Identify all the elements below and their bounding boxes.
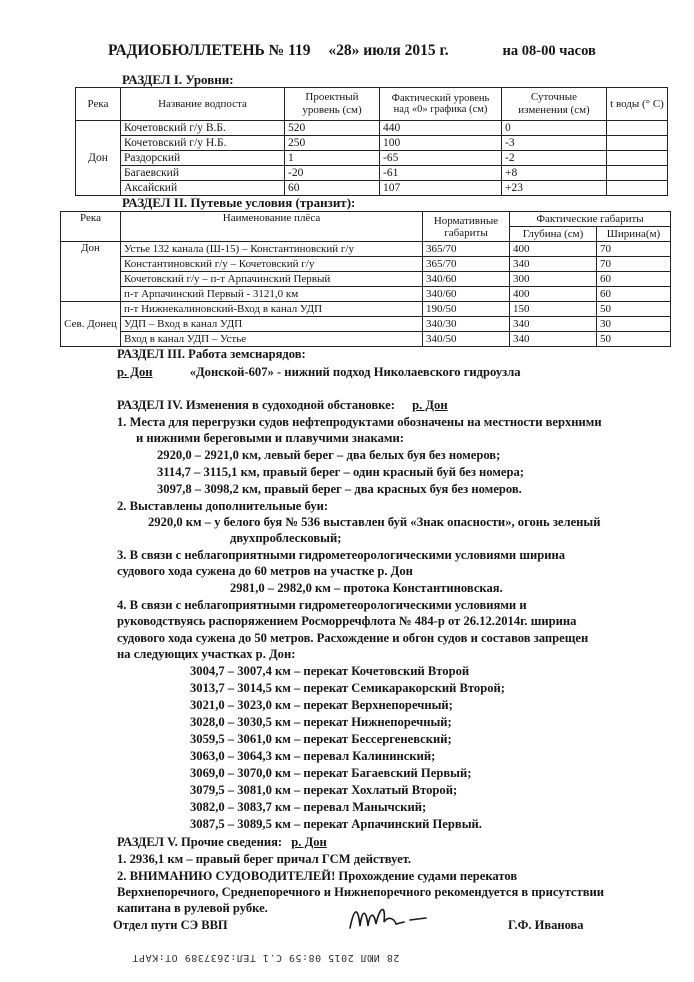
col-daily-change: Суточные изменения (см) [502,88,607,121]
table-row [61,257,671,272]
section4-line: 3. В связи с неблагоприятными гидрометеорологическими условиями ширина [117,548,566,562]
depth: 300 [510,272,597,287]
reach-name: Кочетовский г/у – п-т Арпачинский Первый [121,272,423,287]
section4-line: на следующих участках р. Дон: [117,647,296,661]
width: 50 [597,302,671,317]
col-post-name: Название водпоста [121,88,285,121]
section5-heading: РАЗДЕЛ V. Прочие сведения: [117,835,283,849]
depth: 400 [510,287,597,302]
section4-line: 2. Выставлены дополнительные буи: [117,499,329,513]
section3-body [117,364,521,381]
col-river: Река [61,212,121,242]
reach-name: п-т Арпачинский Первый - 3121,0 км [121,287,423,302]
section2-heading: РАЗДЕЛ II. Путевые условия (транзит): [122,195,356,210]
actual-level: 107 [380,181,502,196]
depth: 340 [510,257,597,272]
design-level: -20 [285,166,380,181]
levels-table [75,87,668,196]
restricted-reach: 3013,7 – 3014,5 км – перекат Семикаракорский Второй; [190,681,505,695]
design-level: 520 [285,121,380,136]
section5-heading-line [117,834,327,851]
fax-stamp: 28 ИЮЛ 2015 08:59 С.1 ТЕЛ:2637389 ОТ:КАРТ [132,952,400,963]
section4-line: судового хода сужена до 50 метров. Расхождение и обгон судов и составов запрещен [117,631,589,645]
bulletin-number: РАДИОБЮЛЛЕТЕНЬ № 119 [108,42,311,59]
river-cell: Дон [76,121,121,196]
col-width: Ширина(м) [597,227,671,242]
section5-line: 2. ВНИМАНИЮ СУДОВОДИТЕЛЕЙ! Прохождение судами перекатов [117,869,518,883]
width: 60 [597,287,671,302]
section5-line: Верхнепоречного, Среднепоречного и Нижнепоречного рекомендуется в присутствии [117,885,605,899]
reach-name: Вход в канал УДП – Устье [121,332,423,347]
daily-change: +23 [502,181,607,196]
section4-line: 4. В связи с неблагоприятными гидрометеорологическими условиями и [117,598,527,612]
section1-heading: РАЗДЕЛ I. Уровни: [122,72,234,87]
norm-dims: 365/70 [423,242,510,257]
restricted-reach: 3028,0 – 3030,5 км – перекат Нижнепоречный; [190,715,452,729]
table-row [76,181,668,196]
norm-dims: 340/30 [423,317,510,332]
col-actual-level: Фактический уровень над «0» графика (см) [380,88,502,121]
post-name: Кочетовский г/у Н.Б. [121,136,285,151]
actual-level: 100 [380,136,502,151]
restricted-reach: 3087,5 – 3089,5 км – перекат Арпачинский Первый. [190,817,482,831]
col-water-temp: t воды (° C) [607,88,668,121]
section4-line: судового хода сужена до 60 метров на участке р. Дон [117,564,413,578]
restricted-reach: 3004,7 – 3007,4 км – перекат Кочетовский Второй [190,664,470,678]
width: 50 [597,332,671,347]
restricted-reach: 3082,0 – 3083,7 км – перевал Манычский; [190,800,427,814]
depth: 400 [510,242,597,257]
section4-line: 3097,8 – 3098,2 км, правый берег – два красных буя без номеров. [157,482,522,496]
table-row [76,151,668,166]
norm-dims: 190/50 [423,302,510,317]
table-row [61,302,671,317]
design-level: 60 [285,181,380,196]
transit-table [60,211,671,347]
section4-line: двухпроблесковый; [230,531,342,545]
bulletin-date: «28» июля 2015 г. [328,42,449,59]
section4-line: руководствуясь распоряжением Росморречфлота № 484-р от 26.12.2014г. ширина [117,614,577,628]
section4-line: 2920,0 – 2921,0 км, левый берег – два белых буя без номеров; [157,448,501,462]
table-row [61,272,671,287]
daily-change: +8 [502,166,607,181]
col-reach: Наименование плёса [121,212,423,242]
actual-level: 440 [380,121,502,136]
reach-name: УДП – Вход в канал УДП [121,317,423,332]
reach-name: п-т Нижнекалиновский-Вход в канал УДП [121,302,423,317]
section3-dredger: «Донской-607» - нижний подход Николаевского гидроузла [189,365,521,379]
water-temp [607,166,668,181]
water-temp [607,151,668,166]
section4-heading-line [117,397,448,414]
col-norm: Нормативные габариты [423,212,510,242]
width: 70 [597,242,671,257]
section5-river: р. Дон [291,835,327,849]
norm-dims: 365/70 [423,257,510,272]
norm-dims: 340/50 [423,332,510,347]
post-name: Кочетовский г/у В.Б. [121,121,285,136]
table-row [76,166,668,181]
daily-change: -2 [502,151,607,166]
restricted-reach: 3069,0 – 3070,0 км – перекат Багаевский Первый; [190,766,472,780]
section5-line: 1. 2936,1 км – правый берег причал ГСМ действует. [117,852,412,866]
table-row [61,332,671,347]
col-depth: Глубина (см) [510,227,597,242]
department-label: Отдел пути СЭ ВВП [113,918,228,932]
post-name: Раздорский [121,151,285,166]
table-row [76,121,668,136]
section4-line: 1. Места для перегрузки судов нефтепродуктами обозначены на местности верхними [117,415,602,429]
bulletin-time: на 08-00 часов [502,43,596,59]
post-name: Аксайский [121,181,285,196]
norm-dims: 340/60 [423,287,510,302]
depth: 150 [510,302,597,317]
design-level: 1 [285,151,380,166]
width: 60 [597,272,671,287]
reach-name: Константиновский г/у – Кочетовский г/у [121,257,423,272]
water-temp [607,181,668,196]
daily-change: -3 [502,136,607,151]
actual-level: -65 [380,151,502,166]
table-row [61,287,671,302]
col-river: Река [76,88,121,121]
signatory-name: Г.Ф. Иванова [508,918,584,932]
depth: 340 [510,332,597,347]
section4-heading: РАЗДЕЛ IV. Изменения в судоходной обстановке: [117,398,395,412]
width: 70 [597,257,671,272]
river-cell: Дон [61,242,121,302]
section4-line: 2981,0 – 2982,0 км – протока Константиновская. [230,581,503,595]
col-design-level: Проектный уровень (см) [285,88,380,121]
restricted-reach: 3059,5 – 3061,0 км – перекат Бессергеневский; [190,732,452,746]
section3-river: р. Дон [117,365,153,379]
norm-dims: 340/60 [423,272,510,287]
section5-line: капитана в рулевой рубке. [117,901,268,915]
table-row [61,242,671,257]
section4-line: 2920,0 км – у белого буя № 536 выставлен буй «Знак опасности», огонь зеленый [148,515,601,529]
restricted-reach: 3063,0 – 3064,3 км – перевал Калининский; [190,749,436,763]
design-level: 250 [285,136,380,151]
bulletin-title [108,42,596,60]
table-row [76,136,668,151]
post-name: Багаевский [121,166,285,181]
section3-heading: РАЗДЕЛ III. Работа земснарядов: [117,347,306,361]
depth: 340 [510,317,597,332]
daily-change: 0 [502,121,607,136]
signature-icon [344,898,434,938]
water-temp [607,136,668,151]
river-cell: Сев. Донец [61,302,121,347]
actual-level: -61 [380,166,502,181]
section4-river: р. Дон [412,398,448,412]
section4-line: 3114,7 – 3115,1 км, правый берег – один красный буй без номера; [157,465,525,479]
restricted-reach: 3079,5 – 3081,0 км – перекат Хохлатый Второй; [190,783,458,797]
section4-line: и нижними береговыми и плавучими знаками: [136,431,404,445]
width: 30 [597,317,671,332]
reach-name: Устье 132 канала (Ш-15) – Константиновский г/у [121,242,423,257]
water-temp [607,121,668,136]
table-row [61,317,671,332]
col-fact: Фактические габариты [510,212,671,227]
restricted-reach: 3021,0 – 3023,0 км – перекат Верхнепоречный; [190,698,453,712]
